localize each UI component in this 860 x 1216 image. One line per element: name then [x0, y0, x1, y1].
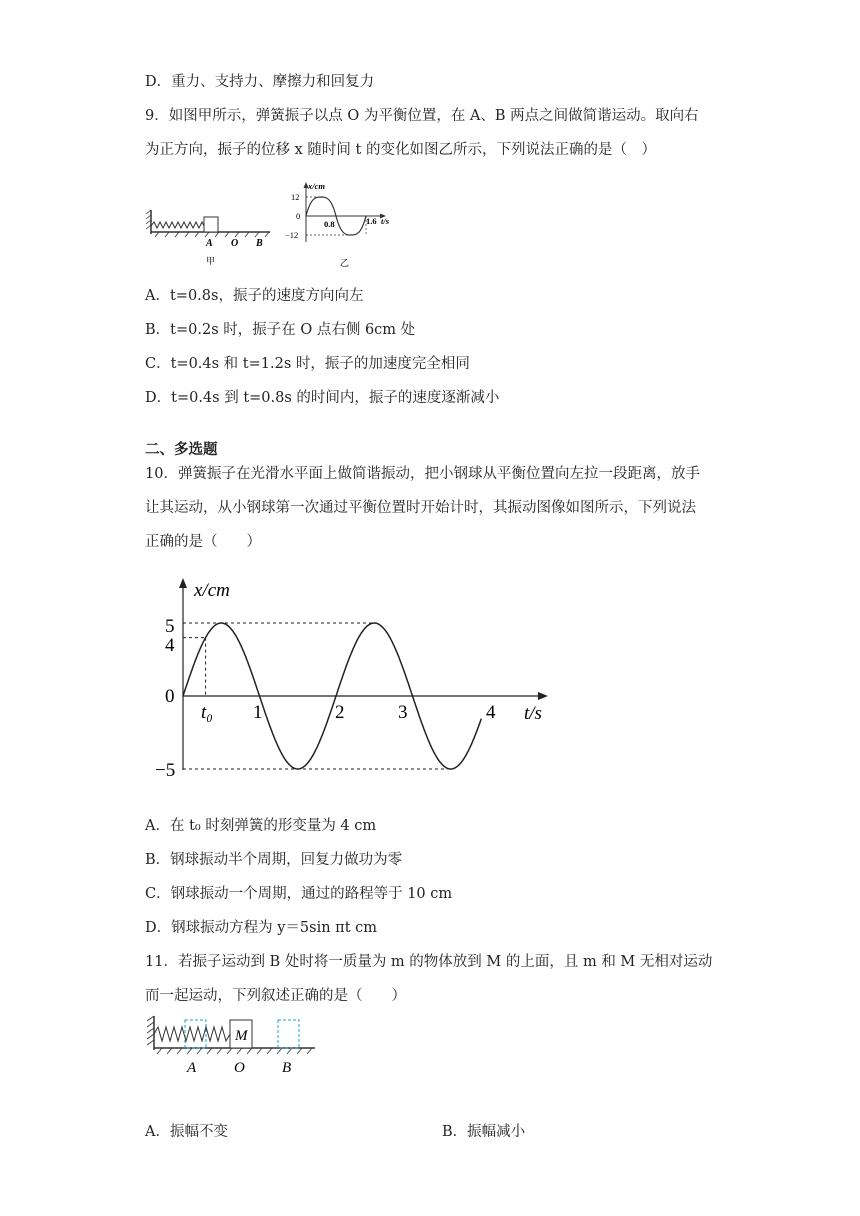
- jia-label-b: B: [256, 238, 263, 249]
- q9-option-d: D．t=0.4s 到 t=0.8s 的时间内，振子的速度逐渐减小: [145, 390, 500, 406]
- q11-stem-line2: 而一起运动，下列叙述正确的是（ ）: [145, 988, 406, 1004]
- q9-stem-line2: 为正方向，振子的位移 x 随时间 t 的变化如图乙所示，下列说法正确的是（ ）: [145, 142, 656, 158]
- chart-xtick-4: 4: [486, 702, 496, 723]
- chart-ytick-0: 0: [165, 686, 175, 707]
- q10-stem-line3: 正确的是（ ）: [145, 534, 261, 550]
- position-b-dashed: [278, 1020, 299, 1048]
- chart-ytick-5: 5: [165, 616, 175, 637]
- yi-tick-12: 12: [291, 192, 300, 202]
- jia-label-a: A: [206, 238, 213, 249]
- yi-tick-0: 0: [296, 211, 301, 221]
- yi-caption: 乙: [340, 259, 350, 269]
- chart-ytick-4: 4: [165, 635, 175, 656]
- label-a: A: [187, 1060, 197, 1076]
- chart-ylabel: x/cm: [194, 580, 230, 601]
- q9-option-c: C．t=0.4s 和 t=1.2s 时，振子的加速度完全相同: [145, 356, 470, 372]
- chart-xtick-2: 2: [335, 702, 345, 723]
- q10-option-c: C．钢球振动一个周期，通过的路程等于 10 cm: [145, 886, 453, 902]
- chart-xtick-t0: t₀: [201, 702, 213, 723]
- q9-option-a: A．t=0.8s，振子的速度方向向左: [145, 288, 364, 304]
- yi-ylabel: x/cm: [308, 181, 325, 191]
- chart-ytick-neg5: −5: [155, 760, 176, 781]
- q9-figure-jia: [145, 200, 275, 270]
- q11-stem-line1: 11．若振子运动到 B 处时将一质量为 m 的物体放到 M 的上面，且 m 和 M 无相对运动: [145, 954, 713, 970]
- q10-stem-line1: 10．弹簧振子在光滑水平面上做简谐振动，把小钢球从平衡位置向左拉一段距离，放手: [145, 466, 700, 482]
- q10-option-a: A．在 t₀ 时刻弹簧的形变量为 4 cm: [145, 818, 377, 834]
- jia-caption: 甲: [206, 257, 216, 267]
- yi-tick-1.6: 1.6: [366, 216, 377, 226]
- spring-coil-11: [154, 1027, 230, 1041]
- q10-chart: [150, 570, 570, 790]
- q9-stem-line1: 9．如图甲所示，弹簧振子以点 O 为平衡位置，在 A、B 两点之间做简谐运动。取向右: [145, 108, 699, 124]
- chart-xlabel: t/s: [524, 703, 542, 724]
- q10-option-b: B．钢球振动半个周期，回复力做功为零: [145, 852, 403, 868]
- section-title: 二、多选题: [145, 442, 218, 458]
- jia-label-o: O: [231, 238, 239, 249]
- chart-xtick-1: 1: [253, 702, 263, 723]
- spring-coil: [151, 222, 204, 228]
- q10-option-d: D．钢球振动方程为 y＝5sin πt cm: [145, 920, 378, 936]
- q11-figure: [145, 1012, 325, 1078]
- q10-stem-line2: 让其运动，从小钢球第一次通过平衡位置时开始计时，其振动图像如图所示，下列说法: [145, 500, 696, 516]
- chart-xtick-3: 3: [398, 702, 408, 723]
- q11-option-a: A．振幅不变: [145, 1124, 228, 1140]
- yi-tick-0.8: 0.8: [324, 219, 335, 229]
- oscillator-block: [204, 217, 218, 232]
- q11-option-b: B．振幅减小: [442, 1124, 526, 1140]
- yi-tick-neg12: −12: [285, 230, 299, 240]
- yi-xlabel: t/s: [381, 216, 390, 226]
- q8-option-d: D．重力、支持力、摩擦力和回复力: [145, 74, 375, 90]
- q9-figure-yi: [280, 180, 400, 270]
- label-b: B: [282, 1060, 292, 1076]
- label-o: O: [234, 1060, 245, 1076]
- label-m: M: [235, 1028, 248, 1044]
- q9-option-b: B．t=0.2s 时，振子在 O 点右侧 6cm 处: [145, 322, 416, 338]
